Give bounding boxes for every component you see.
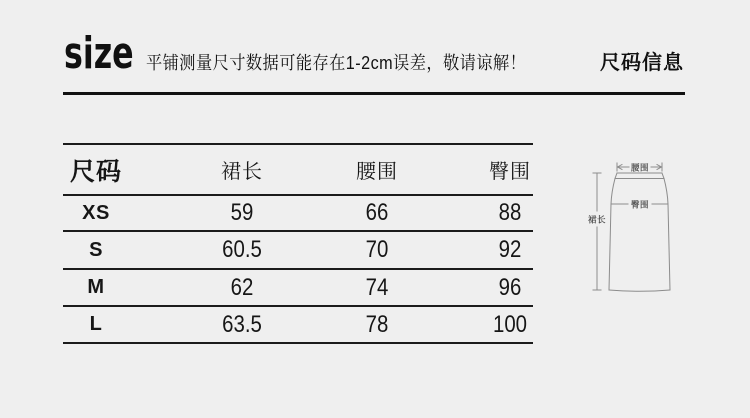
col-header-size: 尺码: [69, 157, 123, 186]
col-header-hip: 臀围: [489, 161, 531, 183]
section-title: 尺码信息: [600, 52, 684, 74]
size-label: XS: [82, 201, 110, 224]
size-label: S: [89, 238, 103, 261]
table-border-bottom: [63, 342, 533, 344]
length-measure-label: 裙长: [587, 214, 607, 225]
size-logo: size: [64, 28, 134, 79]
table-row: [63, 196, 533, 230]
table-header-row: [63, 145, 533, 194]
skirt-length-value: 63.5: [222, 310, 262, 338]
waist-measure-label: 腰围: [630, 162, 650, 173]
waist-measure-arrow: [617, 163, 662, 173]
hip-value: 92: [498, 236, 522, 263]
skirt-outline: [609, 173, 670, 291]
hip-value: 96: [498, 273, 522, 301]
table-row: [63, 232, 533, 268]
waist-value: 74: [365, 273, 389, 301]
size-table: [63, 143, 533, 344]
hip-measure-label: 臀围: [630, 199, 650, 210]
length-measure-line: [587, 173, 606, 290]
skirt-length-value: 62: [230, 273, 254, 301]
waist-value: 78: [365, 310, 389, 338]
hip-value: 88: [498, 199, 522, 226]
skirt-diagram: [585, 150, 705, 300]
size-label: M: [87, 276, 105, 298]
waist-value: 70: [365, 236, 389, 263]
skirt-length-value: 60.5: [222, 236, 262, 263]
hip-measure-line: [611, 200, 668, 210]
col-header-skirt-length: 裙长: [221, 161, 263, 183]
skirt-length-value: 59: [230, 199, 254, 226]
col-header-waist: 腰围: [356, 161, 398, 183]
measurement-disclaimer: 平铺测量尺寸数据可能存在1-2cm误差，敬请谅解！: [146, 53, 527, 73]
table-row: [63, 307, 533, 342]
header-rule: [63, 92, 685, 95]
hip-value: 100: [492, 310, 528, 338]
table-row: [63, 270, 533, 305]
size-label: L: [89, 313, 103, 335]
waist-value: 66: [365, 199, 389, 226]
